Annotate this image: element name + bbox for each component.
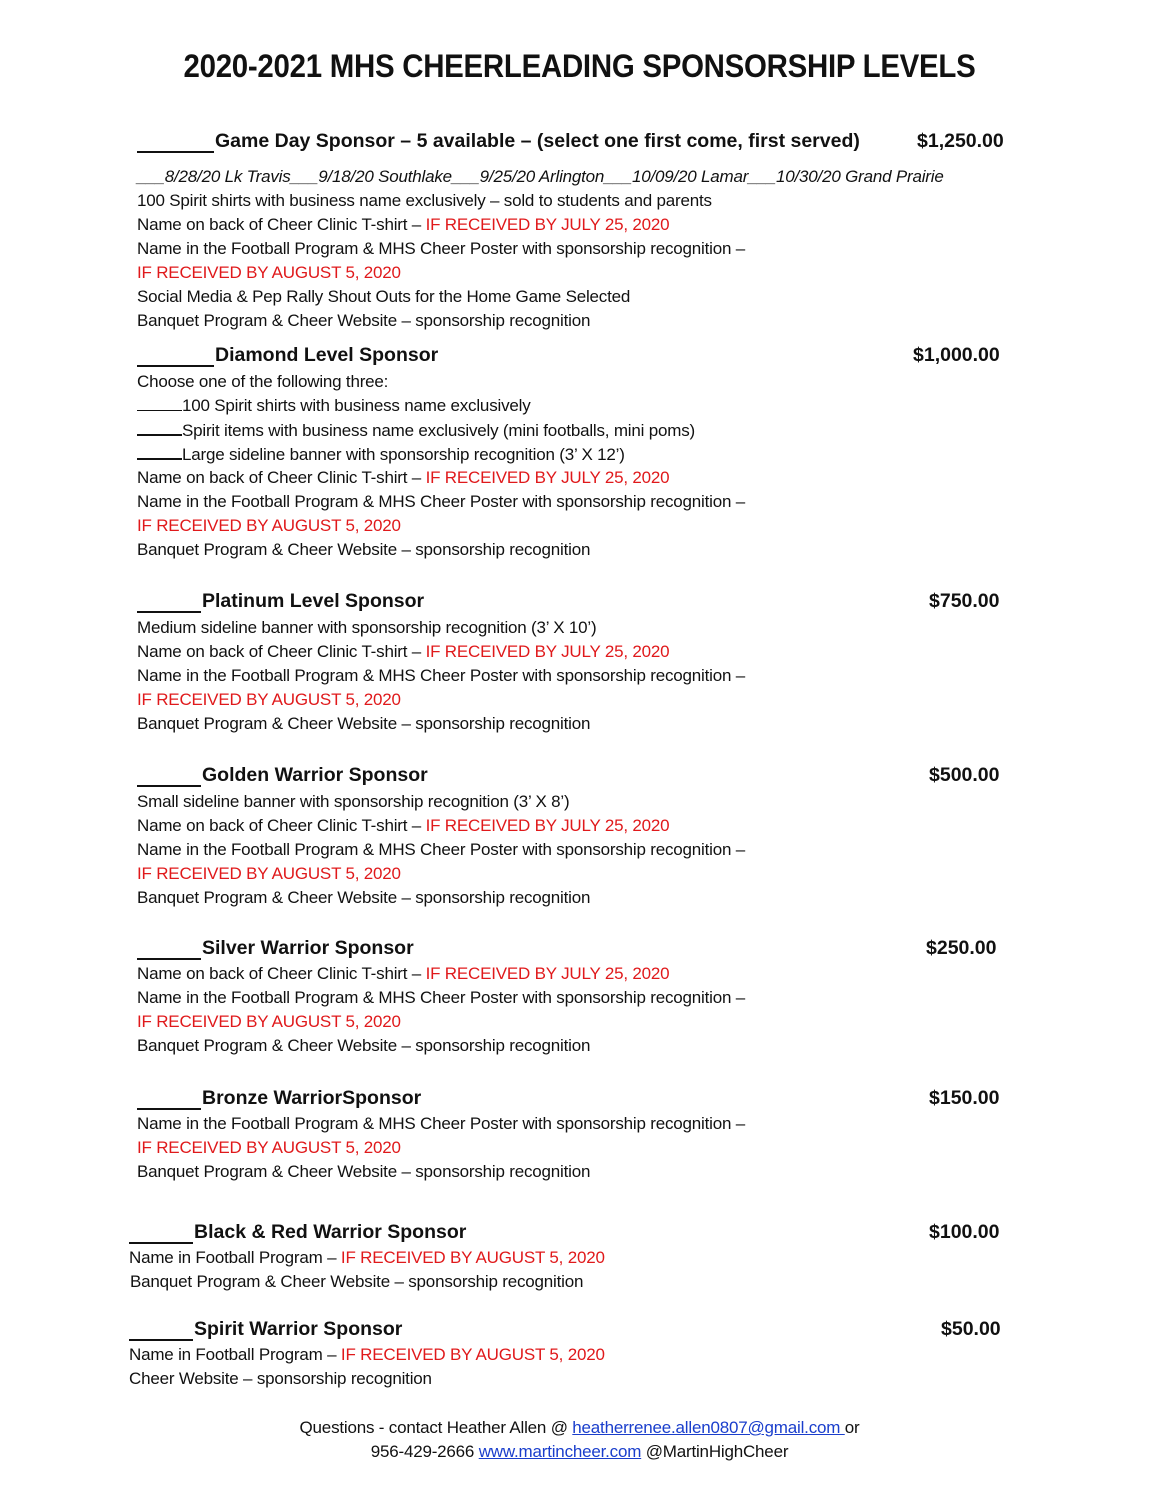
benefit-line: Name on back of Cheer Clinic T-shirt – IF RECEIVED BY JULY 25, 2020 [137,215,670,234]
benefit-line: Name on back of Cheer Clinic T-shirt – IF RECEIVED BY JULY 25, 2020 [137,468,670,487]
signup-blank [137,592,201,613]
level-name: Diamond Level Sponsor [215,344,439,366]
golden-warrior-level [0,764,1159,907]
option-line: 100 Spirit shirts with business name exclusively [137,396,531,416]
deadline: IF RECEIVED BY JULY 25, 2020 [425,468,670,487]
bronze-warrior-level [0,1087,1159,1181]
deadline: IF RECEIVED BY AUGUST 5, 2020 [340,1345,605,1364]
deadline: IF RECEIVED BY AUGUST 5, 2020 [137,516,401,535]
level-price: $1,250.00 [917,130,1004,152]
option-line: Spirit items with business name exclusively (mini footballs, mini poms) [137,420,695,441]
platinum-level [0,590,1159,733]
benefit-line: Name in the Football Program & MHS Cheer Poster with sponsorship recognition – [137,840,746,859]
benefit-line: Name in the Football Program & MHS Cheer Poster with sponsorship recognition – [137,666,746,685]
website-link[interactable]: www.martincheer.com [478,1442,642,1461]
level-name: Silver Warrior Sponsor [202,937,414,959]
level-name: Platinum Level Sponsor [202,590,425,612]
benefit-line: Banquet Program & Cheer Website – sponsorship recognition [130,1272,584,1291]
benefit-line: Medium sideline banner with sponsorship recognition (3’ X 10’) [137,618,597,637]
level-price: $150.00 [929,1087,1000,1109]
contact-line: 956-429-2666 www.martincheer.com @MartinHighCheer [370,1442,789,1461]
benefit-line: Cheer Website – sponsorship recognition [129,1369,432,1388]
benefit-line: Small sideline banner with sponsorship recognition (3’ X 8’) [137,792,570,811]
page-title: 2020-2021 MHS CHEERLEADING SPONSORSHIP LEVELS [183,48,976,84]
deadline: IF RECEIVED BY AUGUST 5, 2020 [137,263,401,282]
diamond-level [0,344,1159,559]
benefit-line: Name in Football Program – IF RECEIVED BY AUGUST 5, 2020 [129,1248,605,1267]
benefit-line: Social Media & Pep Rally Shout Outs for the Home Game Selected [137,287,631,306]
benefit-line: Banquet Program & Cheer Website – sponsorship recognition [137,714,591,733]
benefit-line: Name on back of Cheer Clinic T-shirt – IF RECEIVED BY JULY 25, 2020 [137,964,670,983]
deadline: IF RECEIVED BY AUGUST 5, 2020 [137,690,401,709]
level-price: $100.00 [929,1221,1000,1243]
benefit-line: Choose one of the following three: [137,372,389,391]
benefit-line: Name in Football Program – IF RECEIVED BY AUGUST 5, 2020 [129,1345,605,1364]
game-dates: ___8/28/20 Lk Travis___9/18/20 Southlake___9/25/20 Arlington___10/09/20 Lamar___10/30/20 Grand Prairie [137,167,944,186]
black-red-warrior-level [0,1221,1159,1291]
level-name: Game Day Sponsor – 5 available – (select one first come, first served) [215,130,860,152]
benefit-line: Name in the Football Program & MHS Cheer Poster with sponsorship recognition – [137,988,746,1007]
deadline: IF RECEIVED BY AUGUST 5, 2020 [137,1138,401,1157]
benefit-line: Name in the Football Program & MHS Cheer Poster with sponsorship recognition – [137,239,746,258]
deadline: IF RECEIVED BY AUGUST 5, 2020 [340,1248,605,1267]
benefit-line: Banquet Program & Cheer Website – sponsorship recognition [137,1162,591,1181]
level-price: $500.00 [929,764,1000,786]
signup-blank [137,132,214,153]
signup-blank [129,1320,193,1341]
level-price: $750.00 [929,590,1000,612]
level-name: Black & Red Warrior Sponsor [194,1221,467,1243]
option-blank [137,444,182,460]
deadline: IF RECEIVED BY JULY 25, 2020 [425,215,670,234]
silver-warrior-level [0,937,1159,1055]
benefit-line: Name in the Football Program & MHS Cheer Poster with sponsorship recognition – [137,1114,746,1133]
benefit-line: 100 Spirit shirts with business name exclusively – sold to students and parents [137,191,712,210]
level-name: Bronze WarriorSponsor [202,1087,422,1109]
benefit-line: Banquet Program & Cheer Website – sponsorship recognition [137,1036,591,1055]
spirit-warrior-level [0,1318,1159,1388]
benefit-line: Banquet Program & Cheer Website – sponsorship recognition [137,311,591,330]
signup-blank [137,939,201,960]
deadline: IF RECEIVED BY JULY 25, 2020 [425,816,670,835]
email-link[interactable]: heatherrenee.allen0807@gmail.com [572,1418,845,1437]
signup-blank [129,1223,193,1244]
benefit-line: Name on back of Cheer Clinic T-shirt – IF RECEIVED BY JULY 25, 2020 [137,642,670,661]
contact-line: Questions - contact Heather Allen @ heatherrenee.allen0807@gmail.com or [299,1418,860,1437]
option-line: Large sideline banner with sponsorship recognition (3’ X 12’) [137,444,625,465]
signup-blank [137,766,201,787]
option-blank [137,420,182,436]
game-day-level [0,130,1159,330]
benefit-line: Banquet Program & Cheer Website – sponsorship recognition [137,540,591,559]
signup-blank [137,1089,201,1110]
deadline: IF RECEIVED BY AUGUST 5, 2020 [137,1012,401,1031]
deadline: IF RECEIVED BY JULY 25, 2020 [425,964,670,983]
level-price: $250.00 [926,937,997,959]
level-price: $1,000.00 [913,344,1000,366]
deadline: IF RECEIVED BY AUGUST 5, 2020 [137,864,401,883]
deadline: IF RECEIVED BY JULY 25, 2020 [425,642,670,661]
level-name: Spirit Warrior Sponsor [194,1318,403,1340]
benefit-line: Name on back of Cheer Clinic T-shirt – IF RECEIVED BY JULY 25, 2020 [137,816,670,835]
benefit-line: Name in the Football Program & MHS Cheer Poster with sponsorship recognition – [137,492,746,511]
benefit-line: Banquet Program & Cheer Website – sponsorship recognition [137,888,591,907]
level-price: $50.00 [941,1318,1001,1340]
level-name: Golden Warrior Sponsor [202,764,428,786]
signup-blank [137,346,214,367]
option-blank [137,396,182,411]
